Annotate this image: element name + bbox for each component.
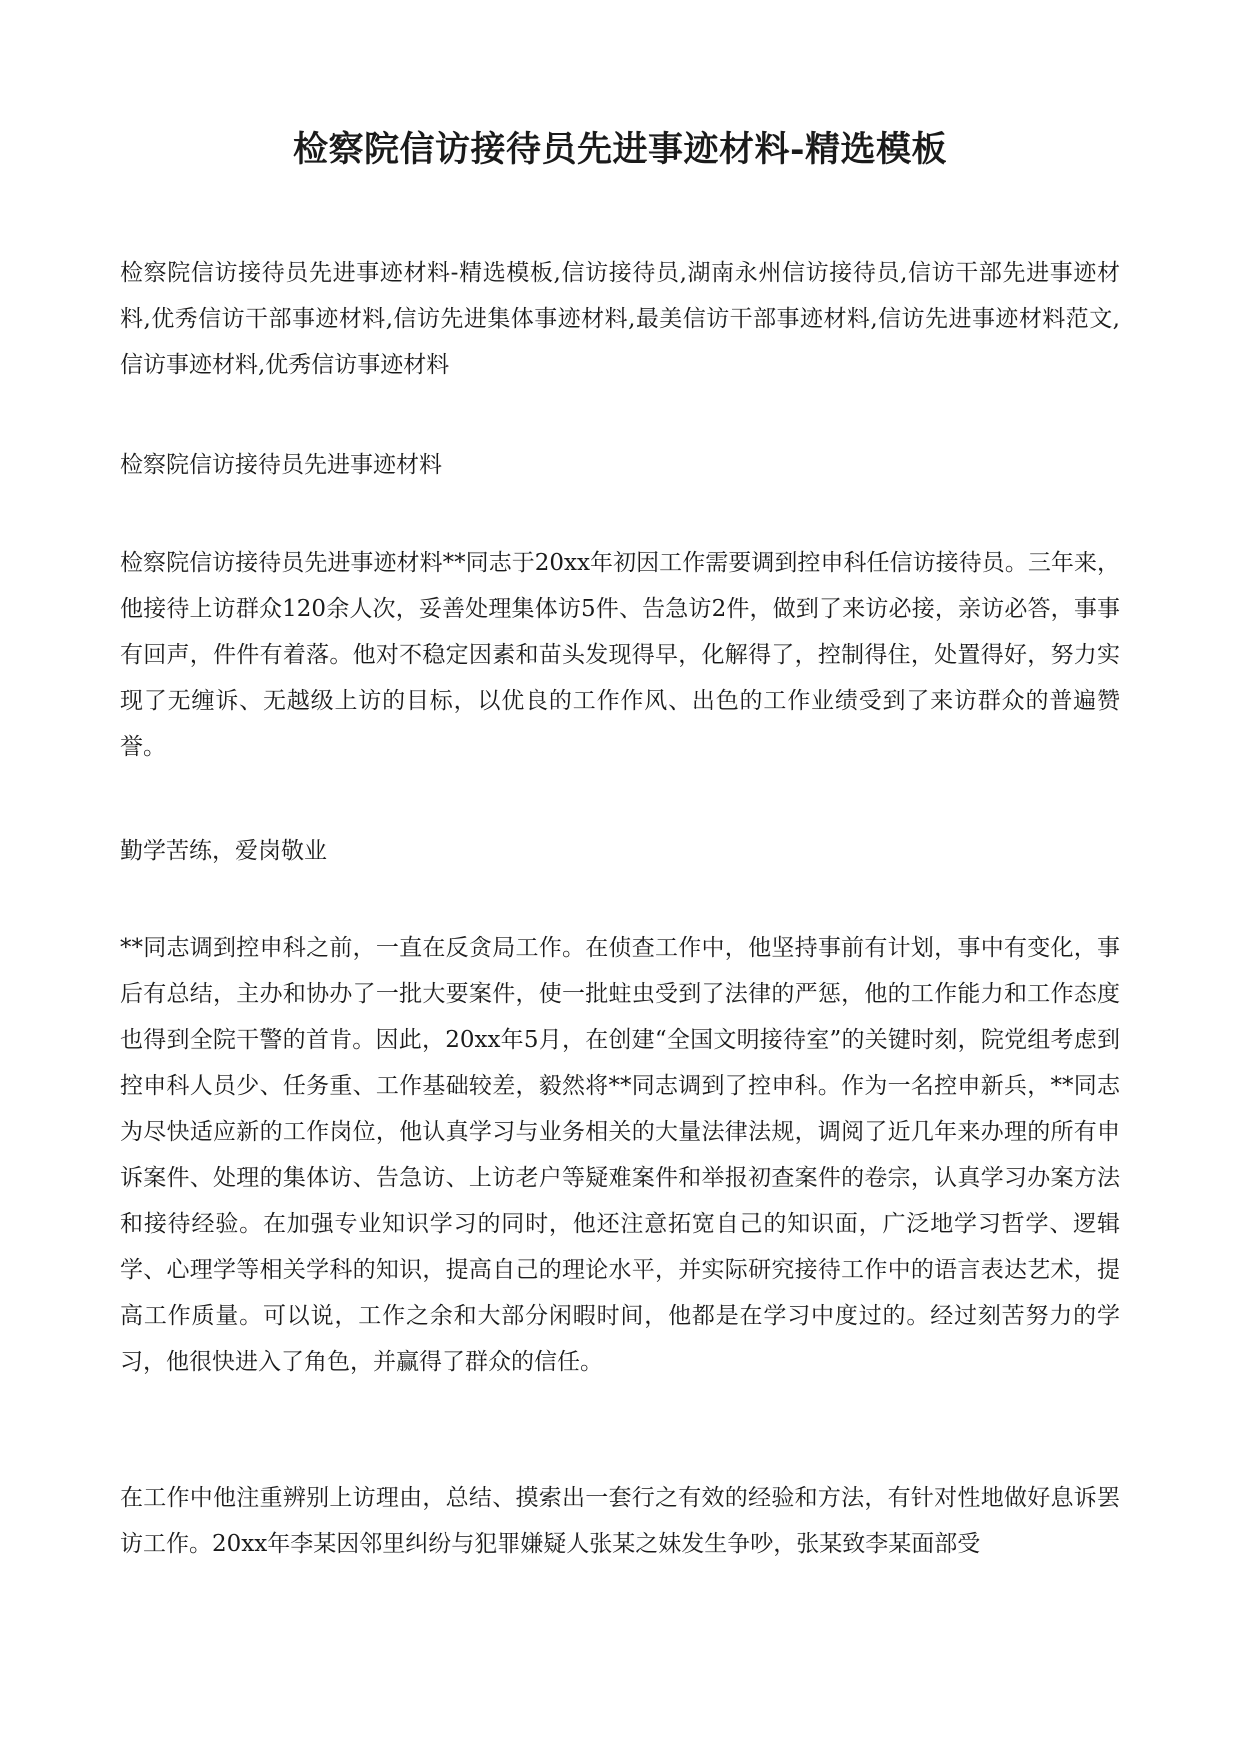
keywords-paragraph: 检察院信访接待员先进事迹材料-精选模板,信访接待员,湖南永州信访接待员,信访干部先进事迹材料,优秀信访干部事迹材料,信访先进集体事迹材料,最美信访干部事迹材料,信访先进事迹材料范文,信访事迹材料,优秀信访事迹材料 [120,260,1120,378]
body-paragraph: 在工作中他注重辨别上访理由，总结、摸索出一套行之有效的经验和方法，有针对性地做好息诉罢访工作。20xx年李某因邻里纠纷与犯罪嫌疑人张某之妹发生争吵，张某致李某面部受 [120,1485,1120,1557]
document-title: 检察院信访接待员先进事迹材料-精选模板 [292,129,948,170]
section-heading: 勤学苦练，爱岗敬业 [120,838,327,864]
body-paragraph: **同志调到控申科之前，一直在反贪局工作。在侦查工作中，他坚持事前有计划，事中有变化，事后有总结，主办和协办了一批大要案件，使一批蛀虫受到了法律的严惩，他的工作能力和工作态度也得到全院干警的首肯。因此，20xx年5月，在创建“全国文明接待室”的关键时刻，院党组考虑到控申科人员少、任务重、工作基础较差，毅然将**同志调到了控申科。作为一名控申新兵，**同志为尽快适应新的工作岗位，他认真学习与业务相关的大量法律法规，调阅了近几年来办理的所有申诉案件、处理的集体访、告急访、上访老户等疑难案件和举报初查案件的卷宗，认真学习办案方法和接待经验。在加强专业知识学习的同时，他还注意拓宽自己的知识面，广泛地学习哲学、逻辑学、心理学等相关学科的知识，提高自己的理论水平，并实际研究接待工作中的语言表达艺术，提高工作质量。可以说，工作之余和大部分闲暇时间，他都是在学习中度过的。经过刻苦努力的学习，他很快进入了角色，并赢得了群众的信任。 [120,935,1120,1375]
subtitle-paragraph: 检察院信访接待员先进事迹材料 [120,452,442,478]
intro-paragraph: 检察院信访接待员先进事迹材料**同志于20xx年初因工作需要调到控申科任信访接待员。三年来，他接待上访群众120余人次，妥善处理集体访5件、告急访2件，做到了来访必接，亲访必答，事事有回声，件件有着落。他对不稳定因素和苗头发现得早，化解得了，控制得住，处置得好，努力实现了无缠诉、无越级上访的目标，以优良的工作作风、出色的工作业绩受到了来访群众的普遍赞誉。 [120,550,1120,760]
